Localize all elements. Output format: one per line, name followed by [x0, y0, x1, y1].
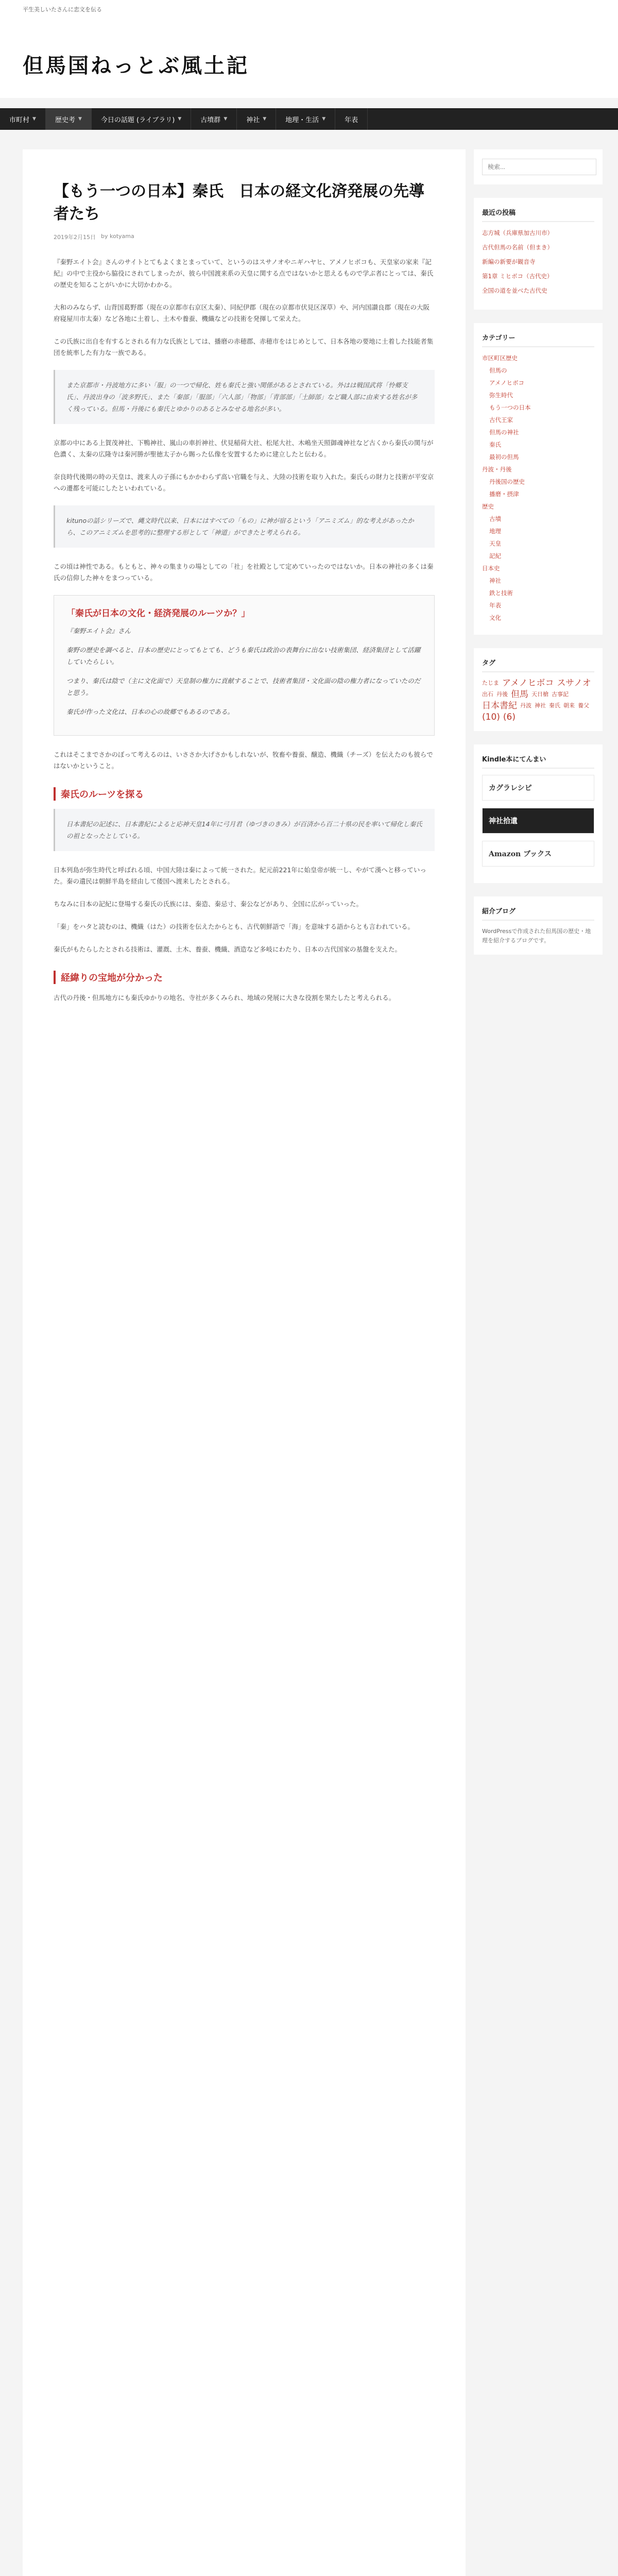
category-link[interactable]: 丹後国の歴史 — [489, 478, 525, 485]
blockquote: また京都市・丹波地方に多い「服」の一つで帰化、姓も秦氏と強い関係があるとされている。外はは戦国武将「怜郷支氏」、丹波出身の「波多野氏」、また「秦部」「服部」「六人部」「物部」「青部部」「土師部」など職人部に由来する姓名が多く残っている。但馬・丹後にも秦氏とゆかりのあるとみなせる地名が多い。 — [54, 370, 435, 424]
search-widget — [474, 149, 603, 184]
section-heading: 秦氏のルーツを探る — [54, 787, 435, 801]
paragraph: 古代の丹後・但馬地方にも秦氏ゆかりの地名、寺社が多くみられ、地域の発展に大きな役割を果たしたと考えられる。 — [54, 994, 396, 1002]
paragraph: 秦氏がもたらしたとされる技術は、灌漑、土木、養蚕、機織、酒造など多岐にわたり、日本の古代国家の基盤を支えた。 — [54, 945, 402, 953]
paragraph: 「秦」をハタと読むのは、機織（はた）の技術を伝えたからとも、古代朝鮮語で「海」を意味する語からとも言われている。 — [54, 923, 415, 930]
tag-link[interactable]: 丹波 — [520, 702, 531, 709]
paragraph: 『秦野エイト会』さんのサイトとてもよくまとまっていて、というのはスサノオやニギハヤヒ、アメノヒボコも、天皇家の家来『記紀』の中で主役から脇役にされてしまったが、彼ら中国渡来系の天皇に関する点ではないかと思えるもので学ぶ者にとっては、秦氏の歴史を知ることがいかに大切かわかる。 — [54, 258, 434, 289]
category-link[interactable]: アメノヒボコ — [489, 379, 524, 386]
post-title: 【もう一つの日本】秦氏 日本の経文化済発展の先導者たち — [54, 182, 424, 223]
tag-link[interactable]: 日本書紀 — [482, 701, 517, 711]
paragraph: この頃は神性である。もともと、神々の集まりの場としての「社」を社殿として定めていったのではないか。日本の神社の多くは秦氏の信仰した神々をまつっている。 — [54, 563, 434, 582]
paragraph: 奈良時代後期の時の天皇は、渡来人の子孫にもかかわらず高い官職を与え、大陸の技術を取り入れた。秦氏らの財力と技術が平安京への遷都を可能にしたといわれている。 — [54, 473, 434, 492]
about-text: WordPressで作成された但馬国の歴史・地理を紹介するブログです。 — [482, 928, 591, 944]
category-link[interactable]: 但馬の神社 — [489, 429, 519, 436]
tag-link[interactable]: 天日槍 — [531, 691, 548, 698]
search-input[interactable] — [482, 159, 596, 175]
blockquote: kitunoの話シリーズで、縄文時代以来、日本にはすべての「もの」に神が宿るという「アニミズム」的な考えがあったから、このアニミズムを思考的に整理する形として「神道」ができたと考えられる。 — [54, 505, 435, 548]
recent-post-link[interactable]: 古代但馬の名前（但まき） — [482, 244, 553, 251]
category-link[interactable]: 但馬の — [489, 367, 507, 374]
category-link[interactable]: 年表 — [489, 602, 501, 609]
callout-line: 『秦野エイト会』さん — [66, 627, 131, 635]
chevron-down-icon: ▼ — [32, 116, 36, 122]
tag-link[interactable]: (10) — [482, 712, 500, 722]
tag-link[interactable]: たじま — [482, 680, 499, 686]
recent-post-link[interactable]: 第1章 ミヒボコ（古代史） — [482, 273, 553, 280]
tag-link[interactable]: 養父 — [578, 702, 589, 709]
nav-item-timeline[interactable]: 年表 — [335, 108, 368, 130]
widget-title: Kindle本にてんまい — [482, 754, 594, 769]
tag-cloud — [482, 679, 594, 722]
chevron-down-icon: ▼ — [78, 116, 82, 122]
category-link[interactable]: 古墳 — [489, 515, 501, 522]
site-header — [0, 0, 618, 98]
callout-box — [54, 595, 435, 736]
category-link[interactable]: 記紀 — [489, 552, 501, 560]
paragraph: 大和のみならず、山背国葛野郡（現在の京都市右京区太秦）、同紀伊郡（現在の京都市伏見区深草）や、河内国讃良郡（現在の大阪府寝屋川市太秦）など各地に土着し、土木や養蚕、機織などの技術を発揮して栄えた。 — [54, 303, 430, 323]
category-link[interactable]: 播磨・摂津 — [489, 490, 519, 498]
paragraph: 京都の中にある上賀茂神社、下鴨神社、嵐山の車折神社、伏見稲荷大社、松尾大社、木嶋坐天照御魂神社など古くから秦氏の関与が色濃く、太秦の広隆寺は秦河勝が聖徳太子から賜った仏像を安置するために建立したと伝わる。 — [54, 439, 434, 458]
category-link[interactable]: 天皇 — [489, 540, 501, 547]
main-nav — [0, 108, 618, 130]
about-widget — [474, 896, 603, 955]
kindle-widget — [474, 744, 603, 883]
callout-line: つまり、秦氏は陰で（主に文化面で）天皇制の権力に貢献することで、技術者集団・文化面の陰の権力者になっていたのだと思う。 — [66, 677, 421, 697]
tag-link[interactable]: 神社 — [535, 702, 546, 709]
tag-link[interactable]: 丹後 — [496, 691, 508, 698]
blockquote: 日本書紀の記述に、日本書紀によると応神天皇14年に弓月君（ゆづきのきみ）が百済から百二十県の民を率いて帰化し秦氏の祖となったとしている。 — [54, 809, 435, 851]
section-heading: 経緯りの宝地が分かった — [54, 971, 435, 984]
tag-cloud-widget — [474, 648, 603, 731]
tag-link[interactable]: 古事記 — [552, 691, 569, 698]
category-link[interactable]: 鉄と技術 — [489, 589, 513, 597]
category-link[interactable]: 弥生時代 — [489, 392, 513, 399]
tag-link[interactable]: 秦氏 — [549, 702, 560, 709]
site-logo[interactable]: 但馬国ねっとぶ風土記 — [23, 54, 249, 78]
recent-post-link[interactable]: 新編の新要が観音寺 — [482, 258, 536, 265]
nav-item-municipalities[interactable]: 市町村 ▼ — [0, 108, 46, 130]
nav-item-tombs[interactable]: 古墳群 ▼ — [191, 108, 237, 130]
category-link[interactable]: もう一つの日本 — [489, 404, 531, 411]
category-widget — [474, 323, 603, 635]
category-link[interactable]: 古代王家 — [489, 416, 513, 423]
callout-line: 秦氏が作った文化は、日本の心の故郷でもあるのである。 — [66, 708, 234, 716]
post-meta — [54, 233, 435, 241]
site-tagline: 平生美しいたさんに恋文を伝る — [23, 6, 102, 13]
category-link[interactable]: 地理 — [489, 528, 501, 535]
nav-item-shrines[interactable]: 神社 ▼ — [237, 108, 276, 130]
sidebar — [474, 149, 603, 968]
paragraph: ちなみに日本の記紀に登場する秦氏の氏族には、秦造、秦忌寸、秦公などがあり、全国に広がっていった。 — [54, 900, 363, 908]
chevron-down-icon: ▼ — [178, 116, 182, 122]
paragraph: 日本列島が弥生時代と呼ばれる頃、中国大陸は秦によって統一された。紀元前221年に始皇帝が統一し、やがて漢へと移っていった。秦の遺民は朝鮮半島を経由して倭国へ渡来したとされる。 — [54, 866, 426, 885]
nav-item-history[interactable]: 歴史考 ▼ — [46, 108, 92, 130]
nav-item-topics[interactable]: 今日の話題 (ライブラリ) ▼ — [92, 108, 191, 130]
post-author[interactable]: by kotyama — [101, 233, 134, 240]
category-link[interactable]: 日本史 — [482, 565, 500, 572]
tag-link[interactable]: 但馬 — [511, 689, 528, 700]
banner-link[interactable]: 神社拾遺 — [482, 808, 594, 834]
article — [23, 149, 466, 1004]
category-link[interactable]: 神社 — [489, 577, 501, 584]
recent-post-link[interactable]: 全国の道を並べた古代史 — [482, 287, 547, 294]
tag-link[interactable]: 朝来 — [563, 702, 575, 709]
chevron-down-icon: ▼ — [322, 116, 326, 122]
tag-link[interactable]: アメノヒボコ — [502, 678, 554, 688]
tag-link[interactable]: (6) — [503, 712, 516, 722]
widget-title: タグ — [482, 657, 594, 672]
widget-title: カテゴリー — [482, 332, 594, 347]
category-link[interactable]: 丹波・丹後 — [482, 466, 512, 473]
paragraph: これはそこまでさかのぼって考えるのは、いささか大げさかもしれないが、牧畜や養蚕、醸造、機織（チーズ）を伝えたのも彼らではないかということ。 — [54, 751, 433, 770]
main-content — [23, 149, 466, 2576]
category-link[interactable]: 歴史 — [482, 503, 494, 510]
chevron-down-icon: ▼ — [224, 116, 228, 122]
widget-title: 紹介ブログ — [482, 906, 594, 921]
banner-link[interactable]: カグラレシピ — [482, 775, 594, 801]
nav-item-geography[interactable]: 地理・生活 ▼ — [276, 108, 335, 130]
chevron-down-icon: ▼ — [263, 116, 267, 122]
recent-post-link[interactable]: 志方城（兵庫県加古川市） — [482, 229, 553, 236]
category-link[interactable]: 市区町区歴史 — [482, 354, 518, 362]
banner-link[interactable]: Amazon ブックス — [482, 841, 594, 867]
post-date: 2019年2月15日 — [54, 234, 96, 241]
tag-link[interactable]: 出石 — [482, 691, 493, 698]
category-link[interactable]: 秦氏 — [489, 441, 501, 448]
tag-link[interactable]: スサノオ — [557, 678, 591, 688]
widget-title: 最近の投稿 — [482, 207, 594, 222]
recent-posts-widget — [474, 198, 603, 310]
category-link[interactable]: 文化 — [489, 614, 501, 621]
callout-line: 秦野の歴史を調べると、日本の歴史にとってもとても、どうも秦氏は政治の表舞台に出ない技術集団、経済集団として活躍していたらしい。 — [66, 646, 421, 666]
category-link[interactable]: 最初の但馬 — [489, 453, 519, 461]
paragraph: この氏族に出自を有するとされる有力な氏族としては、播磨の赤穂郡、赤穂市をはじめとして、日本各地の要地に土着した技能者集団を統率した有力な一族である。 — [54, 337, 434, 357]
callout-title: 「秦氏が日本の文化・経済発展のルーツか？」 — [66, 608, 250, 619]
